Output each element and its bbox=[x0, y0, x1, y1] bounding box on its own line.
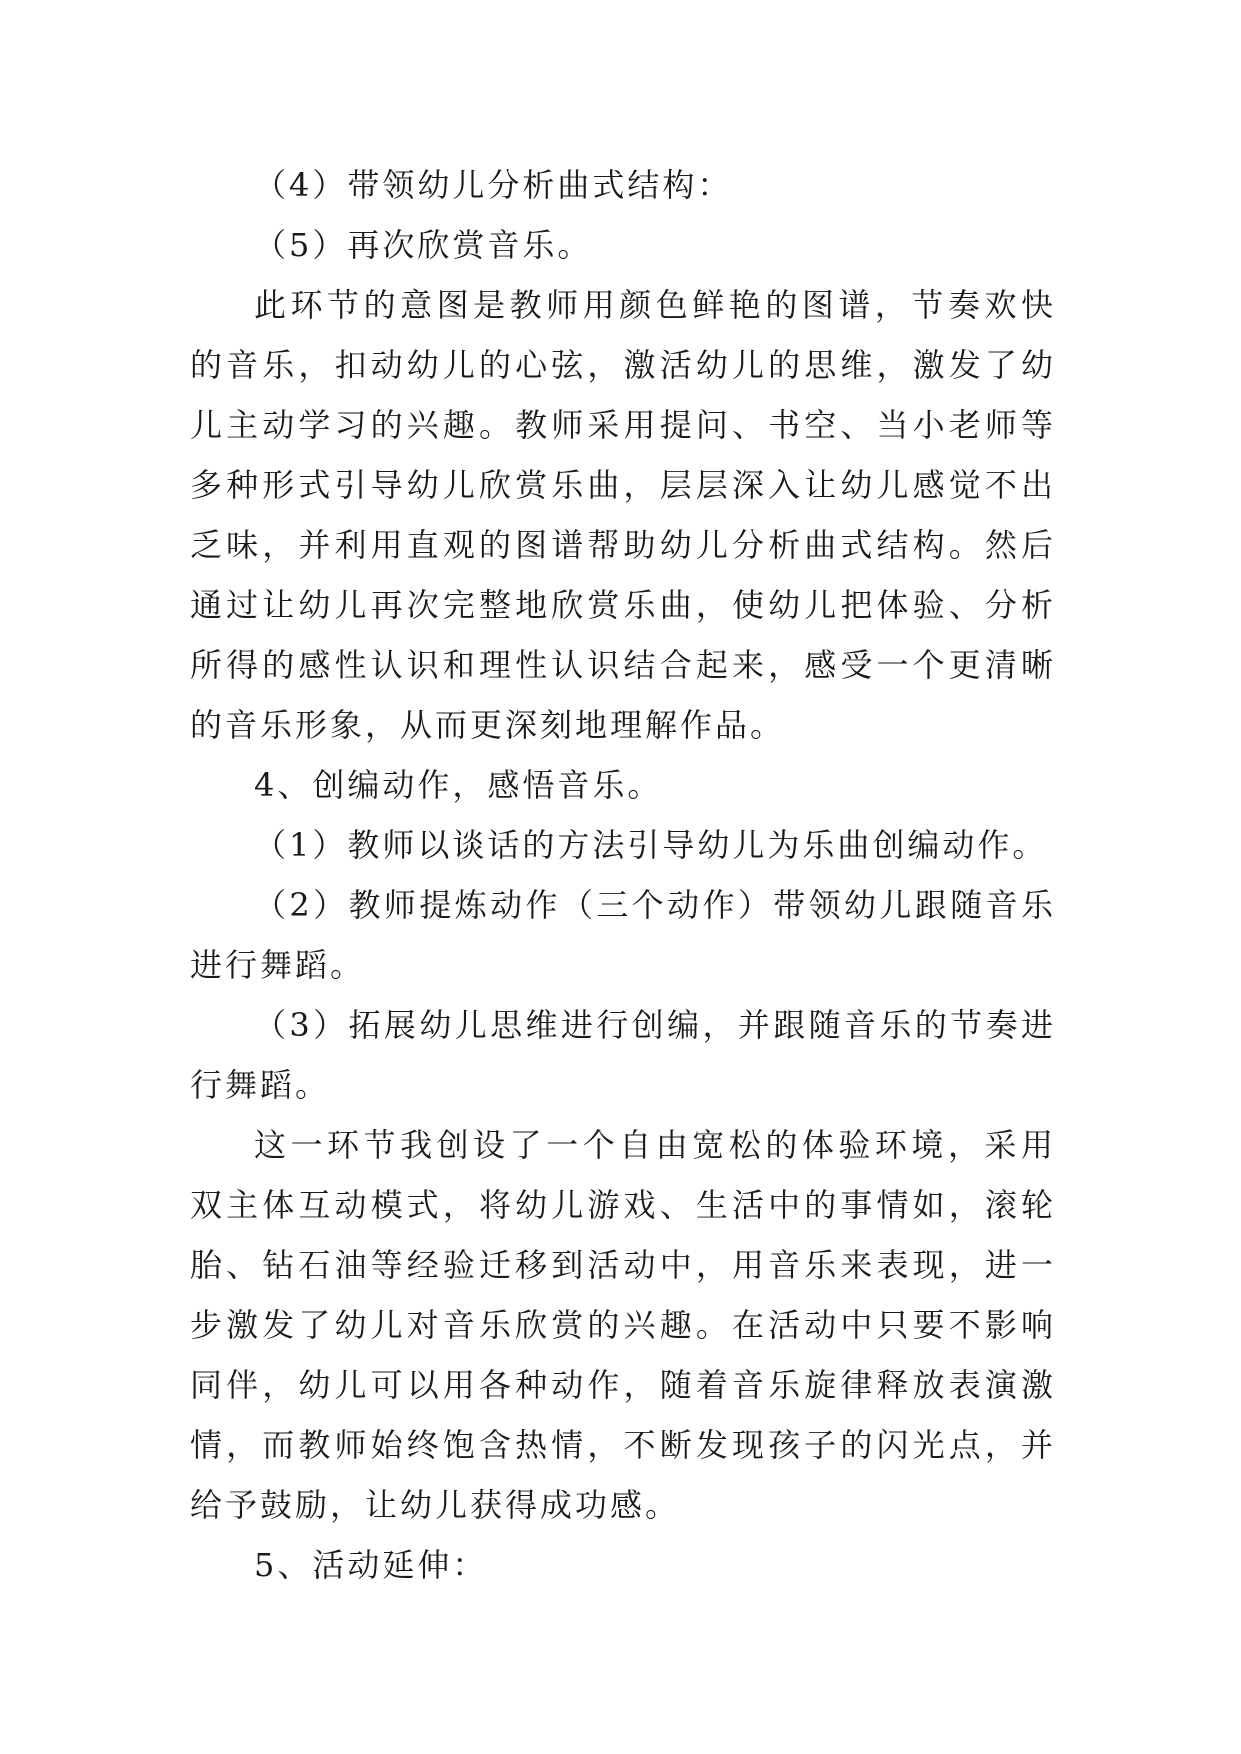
paragraph-intent-explanation: 此环节的意图是教师用颜色鲜艳的图谱，节奏欢快的音乐，扣动幼儿的心弦，激活幼儿的思维，激发了幼儿主动学习的兴趣。教师采用提问、书空、当小老师等多种形式引导幼儿欣赏乐曲，层层深入让幼儿感觉不出乏味，并利用直观的图谱帮助幼儿分析曲式结构。然后通过让幼儿再次完整地欣赏乐曲，使幼儿把体验、分析所得的感性认识和理性认识结合起来，感受一个更清晰的音乐形象，从而更深刻地理解作品。 bbox=[190, 286, 1056, 744]
paragraph-experience-environment: 这一环节我创设了一个自由宽松的体验环境，采用双主体互动模式，将幼儿游戏、生活中的事情如，滚轮胎、钻石油等经验迁移到活动中，用音乐来表现，进一步激发了幼儿对音乐欣赏的兴趣。在活动中只要不影响同伴，幼儿可以用各种动作，随着音乐旋律释放表演激情，而教师始终饱含热情，不断发现孩子的闪光点，并给予鼓励，让幼儿获得成功感。 bbox=[190, 1126, 1056, 1524]
step-2-refine-moves: （2）教师提炼动作（三个动作）带领幼儿跟随音乐进行舞蹈。 bbox=[190, 886, 1056, 984]
section-4-heading: 4、创编动作，感悟音乐。 bbox=[254, 766, 663, 804]
section-5-heading: 5、活动延伸： bbox=[254, 1546, 488, 1584]
step-1-create-moves: （1）教师以谈话的方法引导幼儿为乐曲创编动作。 bbox=[254, 826, 1048, 864]
step-3-expand-thinking: （3）拓展幼儿思维进行创编，并跟随音乐的节奏进行舞蹈。 bbox=[190, 1006, 1056, 1104]
step-4-analyze-structure: （4）带领幼儿分析曲式结构： bbox=[254, 166, 733, 204]
step-5-listen-again: （5）再次欣赏音乐。 bbox=[254, 226, 593, 264]
document-page bbox=[190, 155, 1056, 1595]
